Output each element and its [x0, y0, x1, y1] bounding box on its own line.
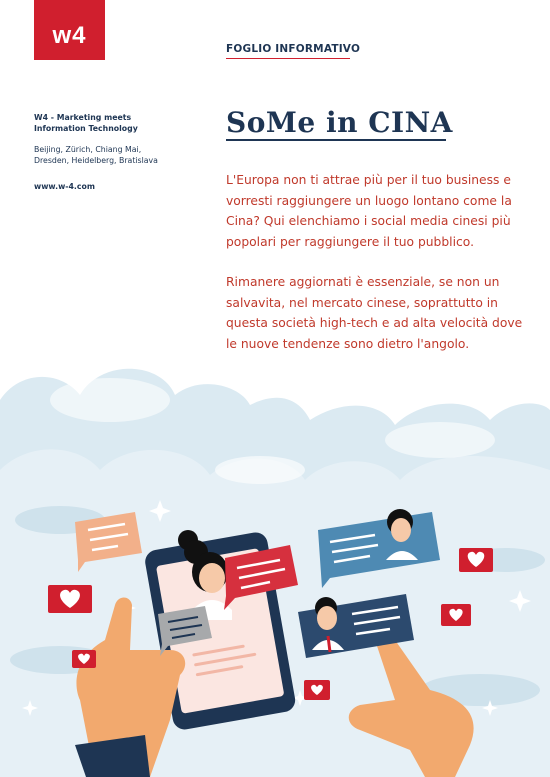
cloud-icon [385, 422, 495, 458]
heart-icon [304, 680, 330, 700]
document-title: SoMe in CINA [226, 106, 453, 139]
cloud-icon [215, 456, 305, 484]
logo-text: w4 [52, 22, 87, 49]
heart-icon [441, 604, 471, 626]
cloud-icon [50, 378, 170, 422]
intro-paragraph: L'Europa non ti attrae più per il tuo business e vorresti raggiungere un luogo lontano come la Cina? Qui elenchiamo i social media cinesi più popolari per raggiungere il tuo pubblico. [226, 173, 512, 249]
company-website-link[interactable]: www.w-4.com [34, 182, 96, 191]
company-logo [34, 0, 105, 60]
heart-icon [48, 585, 92, 613]
company-cities-line1: Beijing, Zürich, Chiang Mai, [34, 145, 142, 154]
company-info [34, 112, 204, 192]
title-underline [226, 139, 446, 141]
heart-icon [459, 548, 493, 572]
company-cities-line2: Dresden, Heidelberg, Bratislava [34, 156, 158, 165]
heart-icon [72, 650, 96, 668]
company-name-line2: Information Technology [34, 124, 138, 133]
company-name-line1: W4 - Marketing meets [34, 113, 132, 122]
label-underline [226, 58, 350, 59]
second-paragraph: Rimanere aggiornati è essenziale, se non un salvavita, nel mercato cinese, soprattutto in questa società high-tech e ad alta velocità dove le nuove tendenze sono dietro l'angolo. [226, 275, 523, 351]
document-type-label: FOGLIO INFORMATIVO [226, 43, 361, 55]
